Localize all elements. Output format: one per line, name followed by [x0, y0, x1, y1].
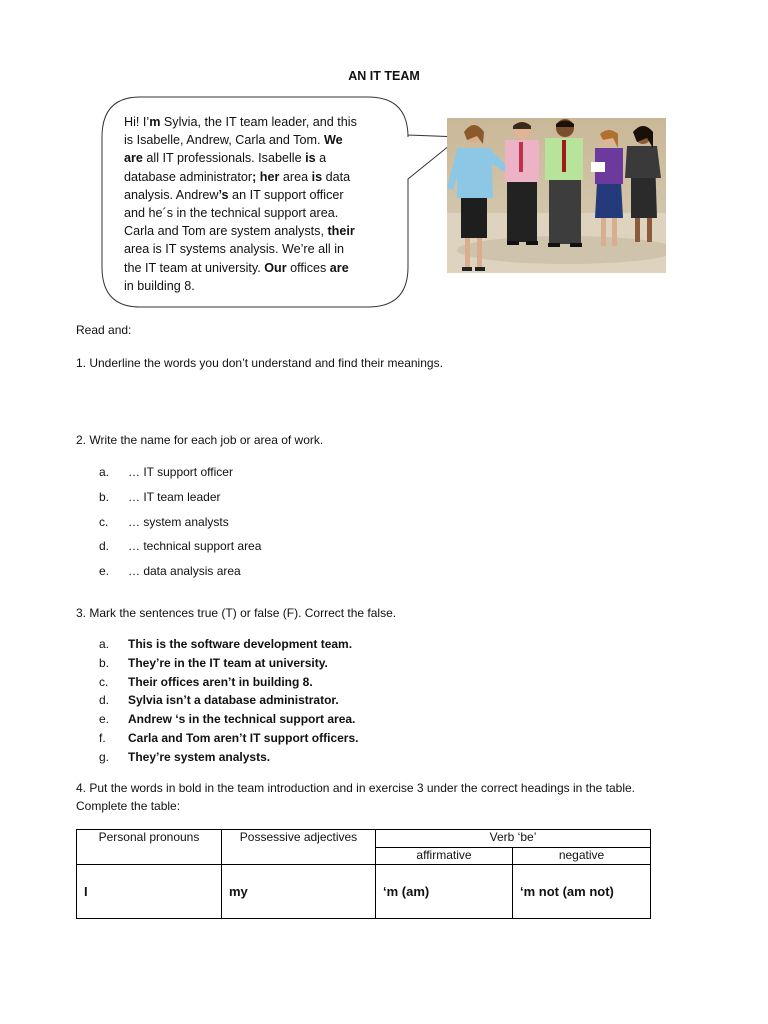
- list-item-text: Carla and Tom aren’t IT support officers.: [128, 731, 359, 745]
- list-item-text: … data analysis area: [128, 564, 241, 579]
- list-item: [99, 693, 339, 707]
- header-personal-pronouns: Personal pronouns: [77, 830, 222, 865]
- list-item-text: Their offices aren’t in building 8.: [128, 674, 313, 689]
- list-item: [99, 750, 270, 764]
- list-item-text: … system analysts: [128, 514, 229, 529]
- text-segment: a: [315, 151, 327, 166]
- text-segment: area is IT systems analysis. We’re all in: [124, 242, 344, 257]
- speech-bubble-line: [124, 222, 392, 240]
- list-item: [99, 515, 229, 529]
- list-item-text: This is the software development team.: [128, 637, 353, 651]
- list-marker: c.: [99, 674, 109, 689]
- list-item-text: Sylvia isn’t a database administrator.: [128, 693, 339, 708]
- it-team-illustration: [447, 118, 666, 273]
- text-segment: Sylvia, the IT team leader, and this: [160, 115, 357, 129]
- list-marker: e.: [99, 564, 110, 579]
- exercise-3-instruction: 3. Mark the sentences true (T) or false (F). Correct the false.: [76, 606, 397, 620]
- speech-bubble-line: [124, 186, 392, 204]
- speech-bubble-line: [124, 277, 392, 295]
- text-segment: Hi! I’: [124, 115, 150, 129]
- list-marker: b.: [99, 489, 110, 504]
- list-marker: a.: [99, 637, 110, 651]
- list-item: [99, 564, 241, 578]
- list-item-text: Andrew ‘s in the technical support area.: [128, 712, 356, 727]
- speech-bubble-line: [124, 168, 392, 186]
- bold-word: ; her: [252, 169, 280, 184]
- text-segment: and he´s in the technical support area.: [124, 206, 339, 221]
- pronoun-table: [76, 829, 651, 919]
- speech-bubble-line: [124, 149, 392, 167]
- header-possessive-adjectives: Possessive adjectives: [222, 830, 376, 865]
- list-item: [99, 490, 220, 504]
- list-marker: c.: [99, 514, 109, 529]
- exercise-2-instruction: 2. Write the name for each job or area of work.: [76, 433, 324, 447]
- list-item: [99, 539, 261, 553]
- list-item-text: … technical support area: [128, 539, 262, 554]
- bold-word: are: [329, 260, 349, 275]
- header-affirmative: affirmative: [376, 848, 513, 865]
- speech-bubble-text: [124, 113, 392, 295]
- list-item-text: They’re in the IT team at university.: [128, 655, 328, 670]
- text-segment: data: [322, 169, 351, 184]
- list-item: [99, 637, 352, 651]
- header-verb-be: Verb ‘be’: [376, 830, 651, 848]
- text-segment: area: [279, 169, 312, 184]
- bold-word: ’s: [218, 187, 229, 202]
- list-marker: d.: [99, 693, 110, 708]
- text-segment: offices: [286, 260, 330, 275]
- exercise-1-instruction: 1. Underline the words you don’t understand and find their meanings.: [76, 356, 443, 370]
- list-marker: f.: [99, 731, 106, 745]
- text-segment: an IT support officer: [228, 187, 344, 202]
- text-segment: the IT team at university.: [124, 260, 265, 275]
- cell-negative[interactable]: ‘m not (am not): [513, 865, 651, 919]
- speech-bubble-line: [124, 259, 392, 277]
- bold-word: their: [327, 224, 355, 239]
- list-item-text: … IT team leader: [128, 489, 221, 504]
- cell-pronoun[interactable]: I: [77, 865, 222, 919]
- table-row: [77, 865, 651, 919]
- cell-affirmative[interactable]: ‘m (am): [376, 865, 513, 919]
- text-segment: Carla and Tom are system analysts,: [124, 224, 328, 239]
- exercise-4-instruction-2: Complete the table:: [76, 799, 181, 813]
- list-item: [99, 465, 233, 479]
- bold-word: We: [323, 133, 343, 148]
- list-marker: e.: [99, 712, 110, 727]
- text-segment: is Isabelle, Andrew, Carla and Tom.: [124, 133, 324, 148]
- bold-word: is: [311, 169, 323, 184]
- exercise-4-instruction: 4. Put the words in bold in the team introduction and in exercise 3 under the correct headings in the table.: [76, 781, 636, 795]
- list-item: [99, 712, 355, 726]
- bold-word: is: [305, 151, 316, 166]
- bold-word: Our: [264, 260, 287, 275]
- bold-word: m: [149, 115, 161, 129]
- list-item: [99, 731, 358, 745]
- list-item: [99, 656, 328, 670]
- text-segment: in building 8.: [124, 278, 195, 293]
- list-marker: d.: [99, 539, 110, 554]
- list-marker: g.: [99, 749, 110, 764]
- list-item: [99, 675, 313, 689]
- speech-bubble-line: [124, 240, 392, 258]
- list-item-text: … IT support officer: [128, 465, 233, 479]
- header-negative: negative: [513, 848, 651, 865]
- text-segment: all IT professionals. Isabelle: [142, 151, 306, 166]
- cell-possessive[interactable]: my: [222, 865, 376, 919]
- page-title: AN IT TEAM: [348, 69, 420, 83]
- speech-bubble-line: [124, 131, 392, 149]
- text-segment: analysis. Andrew: [124, 187, 219, 202]
- read-and-label: Read and:: [76, 323, 132, 337]
- text-segment: database administrator: [124, 169, 253, 184]
- list-marker: b.: [99, 655, 110, 670]
- bold-word: are: [124, 151, 143, 166]
- list-item-text: They’re system analysts.: [128, 749, 271, 764]
- list-marker: a.: [99, 465, 110, 479]
- speech-bubble-line: [124, 113, 392, 131]
- speech-bubble-line: [124, 204, 392, 222]
